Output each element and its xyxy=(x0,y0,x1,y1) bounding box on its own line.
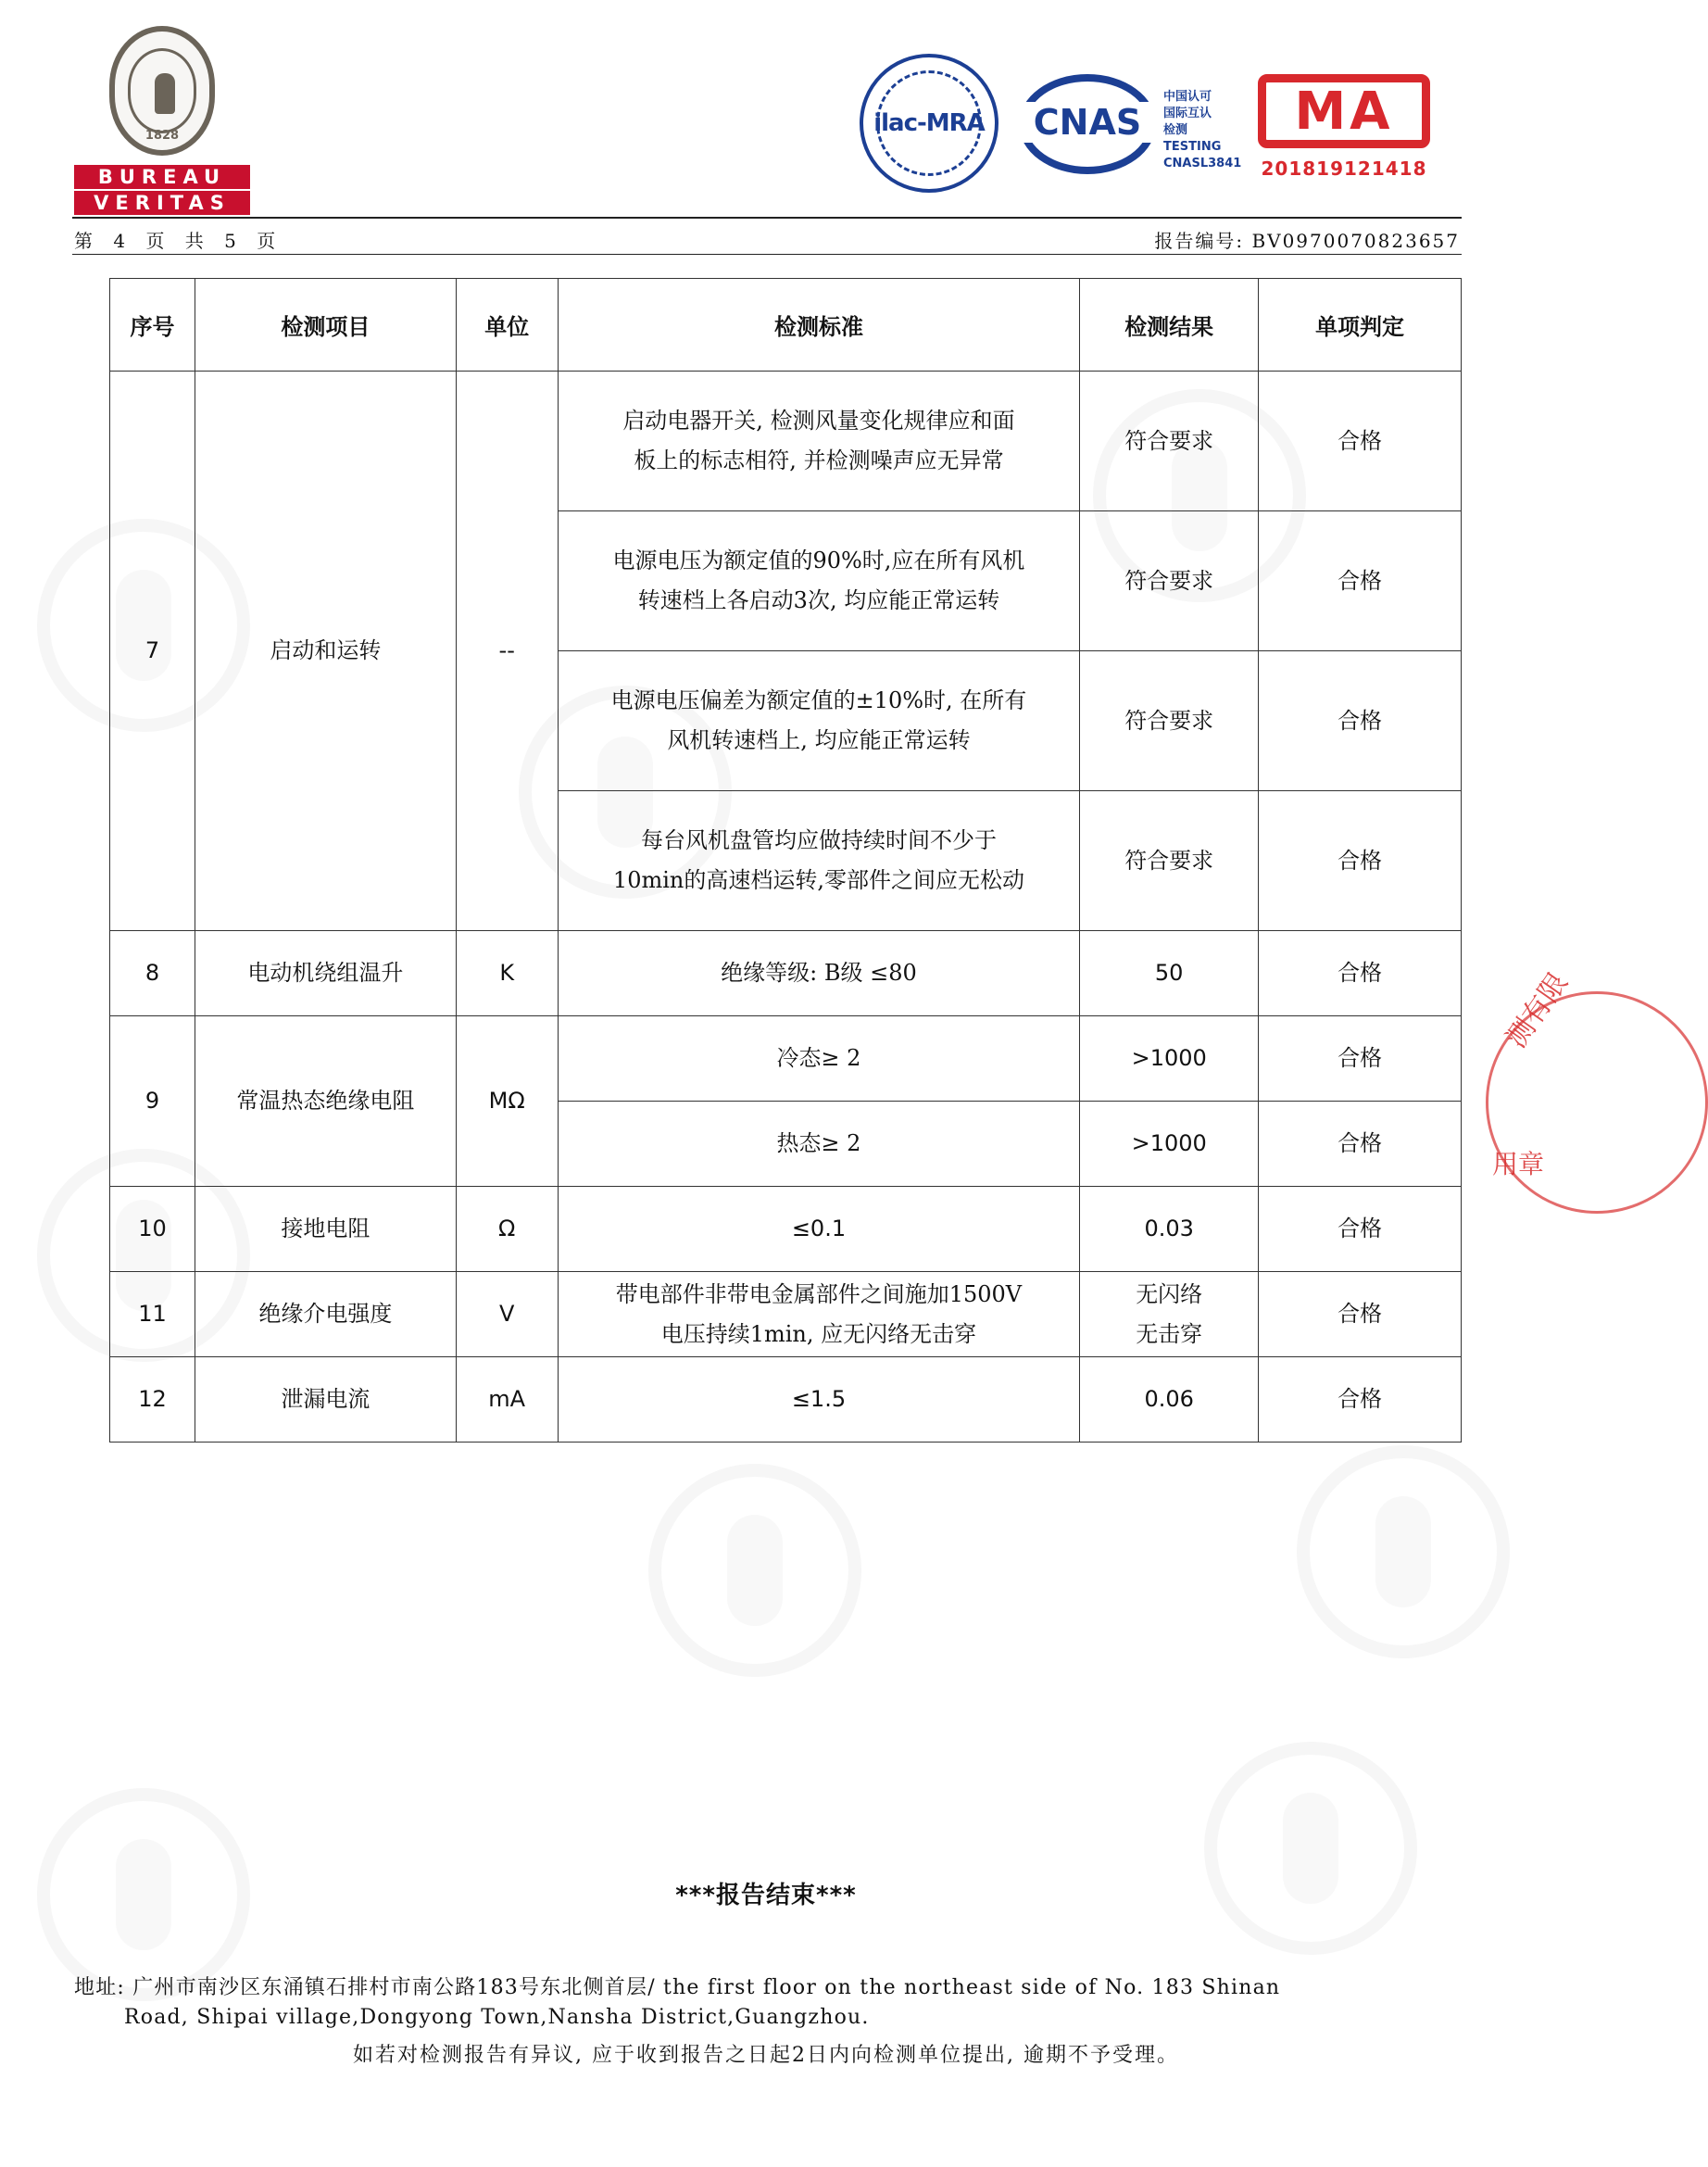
table-row xyxy=(110,1187,1462,1272)
row-unit: V xyxy=(456,1272,558,1357)
row-standard: ≤0.1 xyxy=(558,1187,1080,1272)
stamp-text-top: 测有限 xyxy=(1500,966,1575,1054)
row-verdict: 合格 xyxy=(1259,791,1462,931)
table-row xyxy=(110,1357,1462,1443)
row-standard: 启动电器开关, 检测风量变化规律应和面 板上的标志相符, 并检测噪声应无异常 xyxy=(558,372,1080,511)
row-unit: MΩ xyxy=(456,1016,558,1187)
header-divider xyxy=(72,217,1462,219)
objection-notice: 如若对检测报告有异议, 应于收到报告之日起2日内向检测单位提出, 逾期不予受理。 xyxy=(353,2044,1179,2067)
row-standard: 电源电压偏差为额定值的±10%时, 在所有 风机转速档上, 均应能正常运转 xyxy=(558,651,1080,791)
header-standard: 检测标准 xyxy=(558,279,1080,372)
bv-logo-word-bureau: BUREAU xyxy=(74,165,250,189)
row-no: 8 xyxy=(110,931,195,1016)
ilac-logo-text: ilac-MRA xyxy=(873,109,985,137)
row-result: 符合要求 xyxy=(1080,372,1259,511)
row-verdict: 合格 xyxy=(1259,651,1462,791)
row-verdict: 合格 xyxy=(1259,1357,1462,1443)
header-result: 检测结果 xyxy=(1080,279,1259,372)
row-verdict: 合格 xyxy=(1259,1016,1462,1102)
row-unit: Ω xyxy=(456,1187,558,1272)
test-results-table xyxy=(109,278,1462,1443)
row-verdict: 合格 xyxy=(1259,1187,1462,1272)
row-no: 11 xyxy=(110,1272,195,1357)
row-verdict: 合格 xyxy=(1259,511,1462,651)
row-verdict: 合格 xyxy=(1259,1272,1462,1357)
table-row xyxy=(110,1272,1462,1357)
cma-number: 201819121418 xyxy=(1261,157,1427,180)
row-unit: K xyxy=(456,931,558,1016)
header-divider-bottom xyxy=(72,254,1462,255)
row-standard: 绝缘等级: B级 ≤80 xyxy=(558,931,1080,1016)
header-item: 检测项目 xyxy=(195,279,456,372)
row-unit: mA xyxy=(456,1357,558,1443)
table-row xyxy=(110,1016,1462,1102)
table-header-row xyxy=(110,279,1462,372)
row-result: 0.03 xyxy=(1080,1187,1259,1272)
table-row xyxy=(110,931,1462,1016)
report-end-mark: ***报告结束*** xyxy=(675,1882,857,1909)
row-verdict: 合格 xyxy=(1259,1102,1462,1187)
address-line-2: Road, Shipai village,Dongyong Town,Nansha District,Guangzhou. xyxy=(124,2006,870,2029)
row-no: 7 xyxy=(110,372,195,931)
row-result: 0.06 xyxy=(1080,1357,1259,1443)
row-result: 无闪络 无击穿 xyxy=(1080,1272,1259,1357)
header-no: 序号 xyxy=(110,279,195,372)
row-verdict: 合格 xyxy=(1259,931,1462,1016)
row-standard: 冷态≥ 2 xyxy=(558,1016,1080,1102)
row-standard: 电源电压为额定值的90%时,应在所有风机 转速档上各启动3次, 均应能正常运转 xyxy=(558,511,1080,651)
row-item: 绝缘介电强度 xyxy=(195,1272,456,1357)
cnas-side-text: 中国认可 国际互认 检测 TESTING CNASL3841 xyxy=(1163,90,1242,170)
row-result: >1000 xyxy=(1080,1016,1259,1102)
row-standard: 热态≥ 2 xyxy=(558,1102,1080,1187)
bv-logo-word-veritas: VERITAS xyxy=(74,191,250,215)
row-verdict: 合格 xyxy=(1259,372,1462,511)
report-number: 报告编号: BV0970070823657 xyxy=(1154,230,1460,252)
row-no: 9 xyxy=(110,1016,195,1187)
row-no: 12 xyxy=(110,1357,195,1443)
cnas-logo-text: CNAS xyxy=(1017,102,1158,143)
address-line-1: 地址: 广州市南沙区东涌镇石排村市南公路183号东北侧首层/ the first floor on the northeast side of No. 183 Shinan xyxy=(74,1976,1281,1999)
row-result: 符合要求 xyxy=(1080,651,1259,791)
bv-seal-icon xyxy=(109,26,215,156)
watermark-seal xyxy=(648,1464,861,1677)
cma-logo xyxy=(1258,74,1430,148)
header-unit: 单位 xyxy=(456,279,558,372)
row-result: >1000 xyxy=(1080,1102,1259,1187)
row-item: 接地电阻 xyxy=(195,1187,456,1272)
row-no: 10 xyxy=(110,1187,195,1272)
row-item: 泄漏电流 xyxy=(195,1357,456,1443)
cnas-logo xyxy=(1019,74,1156,174)
row-unit: -- xyxy=(456,372,558,931)
watermark-seal xyxy=(1297,1445,1510,1658)
table-row xyxy=(110,372,1462,511)
stamp-text-bottom: 用章 xyxy=(1492,1149,1545,1179)
row-result: 符合要求 xyxy=(1080,791,1259,931)
watermark-seal xyxy=(1204,1742,1417,1955)
page-info: 第 4 页 共 5 页 xyxy=(74,230,283,252)
row-item: 电动机绕组温升 xyxy=(195,931,456,1016)
row-standard: 每台风机盘管均应做持续时间不少于 10min的高速档运转,零部件之间应无松动 xyxy=(558,791,1080,931)
row-item: 启动和运转 xyxy=(195,372,456,931)
row-result: 符合要求 xyxy=(1080,511,1259,651)
row-standard: ≤1.5 xyxy=(558,1357,1080,1443)
bv-logo-year: 1828 xyxy=(144,129,180,143)
row-item: 常温热态绝缘电阻 xyxy=(195,1016,456,1187)
company-stamp xyxy=(1486,966,1708,1214)
header-verdict: 单项判定 xyxy=(1259,279,1462,372)
bureau-veritas-logo xyxy=(74,26,250,214)
row-result: 50 xyxy=(1080,931,1259,1016)
cma-logo-text: MA xyxy=(1294,82,1394,142)
row-standard: 带电部件非带电金属部件之间施加1500V 电压持续1min, 应无闪络无击穿 xyxy=(558,1272,1080,1357)
ilac-mra-logo xyxy=(860,54,998,193)
